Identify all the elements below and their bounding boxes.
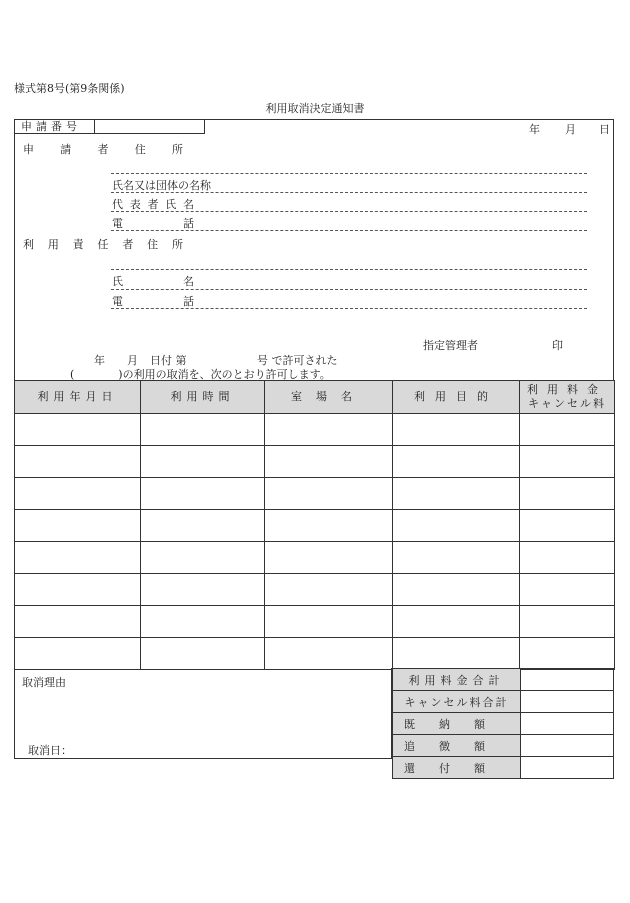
label-char: 氏	[112, 275, 123, 288]
label-char: 申	[23, 143, 34, 156]
manager-address-label	[23, 236, 183, 252]
table-row	[15, 606, 615, 638]
application-number-label: 申請番号	[15, 120, 95, 134]
col-header-time: 利用時間	[141, 381, 265, 414]
summary-value[interactable]	[521, 669, 614, 691]
table-row	[15, 414, 615, 446]
manager-phone-label	[112, 293, 194, 309]
table-row	[15, 446, 615, 478]
table-row	[15, 510, 615, 542]
cancellation-reason-box[interactable]	[14, 668, 392, 759]
manager-name-line[interactable]	[111, 289, 587, 290]
table-cell[interactable]	[15, 414, 141, 446]
label-char: 話	[183, 217, 194, 230]
label-char: 者	[97, 143, 109, 156]
designated-manager-label: 指定管理者	[423, 339, 478, 352]
table-cell[interactable]	[393, 574, 520, 606]
table-cell[interactable]	[520, 574, 615, 606]
table-cell[interactable]	[393, 542, 520, 574]
table-cell[interactable]	[141, 510, 265, 542]
table-cell[interactable]	[15, 542, 141, 574]
label-char: 請	[60, 143, 72, 156]
col-header-fee	[520, 381, 615, 414]
table-cell[interactable]	[520, 414, 615, 446]
table-cell[interactable]	[393, 606, 520, 638]
table-cell[interactable]	[393, 510, 520, 542]
table-cell[interactable]	[15, 510, 141, 542]
fee-summary-table	[392, 668, 614, 779]
table-cell[interactable]	[15, 446, 141, 478]
fee-header-line2: キャンセル料	[528, 397, 606, 410]
label-char: 名	[183, 198, 194, 211]
label-char: 所	[171, 238, 183, 251]
table-cell[interactable]	[141, 478, 265, 510]
table-row	[15, 638, 615, 670]
header-section	[14, 119, 614, 381]
notice-date-no: 日付 第	[150, 354, 187, 367]
col-header-date: 利用年月日	[15, 381, 141, 414]
table-row	[15, 478, 615, 510]
date-year: 年	[529, 123, 540, 136]
label-char: 責	[72, 238, 84, 251]
table-cell[interactable]	[141, 638, 265, 670]
cancellation-reason-label: 取消理由	[22, 676, 66, 689]
document-title: 利用取消決定通知書	[265, 102, 365, 115]
summary-row	[393, 691, 614, 713]
summary-label-total-cancel: キャンセル料合計	[393, 691, 521, 713]
summary-value[interactable]	[521, 713, 614, 735]
table-cell[interactable]	[141, 606, 265, 638]
table-cell[interactable]	[520, 510, 615, 542]
table-cell[interactable]	[141, 414, 265, 446]
table-cell[interactable]	[15, 606, 141, 638]
applicant-address-line[interactable]	[111, 173, 587, 174]
label-char: 氏	[165, 198, 177, 211]
summary-row	[393, 713, 614, 735]
table-cell[interactable]	[265, 446, 393, 478]
application-number-field[interactable]	[95, 120, 205, 134]
label-char: 代	[112, 198, 123, 211]
table-cell[interactable]	[520, 606, 615, 638]
applicant-phone-label	[112, 215, 194, 231]
table-cell[interactable]	[393, 478, 520, 510]
notice-permitted: 号 で許可された	[257, 354, 338, 367]
applicant-phone-line[interactable]	[111, 230, 587, 231]
label-char: 所	[172, 143, 183, 156]
table-cell[interactable]	[141, 574, 265, 606]
seal-mark: 印	[552, 339, 563, 352]
table-cell[interactable]	[265, 574, 393, 606]
notice-month: 月	[127, 354, 138, 367]
date-month: 月	[565, 123, 576, 136]
summary-label-refund: 還付額	[393, 757, 521, 779]
table-cell[interactable]	[141, 542, 265, 574]
date-day: 日	[599, 123, 610, 136]
table-cell[interactable]	[265, 638, 393, 670]
summary-label-total-fee: 利用料金合計	[393, 669, 521, 691]
table-row	[15, 542, 615, 574]
applicant-name-line[interactable]	[111, 192, 587, 193]
table-cell[interactable]	[15, 638, 141, 670]
table-row	[15, 574, 615, 606]
table-cell[interactable]	[393, 638, 520, 670]
applicant-name-label: 氏名又は団体の名称	[112, 179, 211, 192]
fee-header-line1: 利用料金	[527, 383, 607, 396]
summary-label-paid: 既納額	[393, 713, 521, 735]
table-cell[interactable]	[265, 478, 393, 510]
summary-row	[393, 669, 614, 691]
col-header-purpose: 利用目的	[393, 381, 520, 414]
summary-value[interactable]	[521, 691, 614, 713]
table-cell[interactable]	[393, 414, 520, 446]
col-header-room: 室場名	[265, 381, 393, 414]
notice-statement: ( )の利用の取消を、次のとおり許可します。	[70, 368, 331, 381]
label-char: 電	[112, 295, 123, 308]
table-cell[interactable]	[520, 542, 615, 574]
label-char: 名	[183, 275, 194, 288]
summary-value[interactable]	[521, 735, 614, 757]
form-number: 様式第8号(第9条関係)	[14, 82, 125, 95]
label-char: 者	[122, 238, 134, 251]
table-cell[interactable]	[265, 510, 393, 542]
manager-name-label	[112, 273, 194, 289]
summary-row	[393, 757, 614, 779]
table-cell[interactable]	[520, 446, 615, 478]
table-cell[interactable]	[265, 542, 393, 574]
table-cell[interactable]	[520, 638, 615, 670]
manager-phone-line[interactable]	[111, 308, 587, 309]
table-cell[interactable]	[265, 414, 393, 446]
table-cell[interactable]	[15, 574, 141, 606]
summary-value[interactable]	[521, 757, 614, 779]
label-char: 任	[97, 238, 109, 251]
table-cell[interactable]	[141, 446, 265, 478]
table-cell[interactable]	[15, 478, 141, 510]
notice-year: 年	[94, 354, 105, 367]
table-cell[interactable]	[520, 478, 615, 510]
label-char: 者	[147, 198, 159, 211]
label-char: 住	[134, 143, 146, 156]
usage-table	[14, 380, 615, 670]
label-char: 表	[129, 198, 141, 211]
representative-line[interactable]	[111, 211, 587, 212]
label-char: 用	[47, 238, 59, 251]
manager-address-line[interactable]	[111, 269, 587, 270]
label-char: 利	[23, 238, 34, 251]
table-cell[interactable]	[393, 446, 520, 478]
summary-label-additional: 追徴額	[393, 735, 521, 757]
applicant-address-label	[23, 141, 183, 157]
cancellation-date-label: 取消日：	[28, 744, 72, 757]
summary-row	[393, 735, 614, 757]
label-char: 電	[112, 217, 123, 230]
table-header-row	[15, 381, 615, 414]
label-char: 話	[183, 295, 194, 308]
label-char: 住	[147, 238, 159, 251]
table-cell[interactable]	[265, 606, 393, 638]
representative-label	[112, 196, 194, 212]
